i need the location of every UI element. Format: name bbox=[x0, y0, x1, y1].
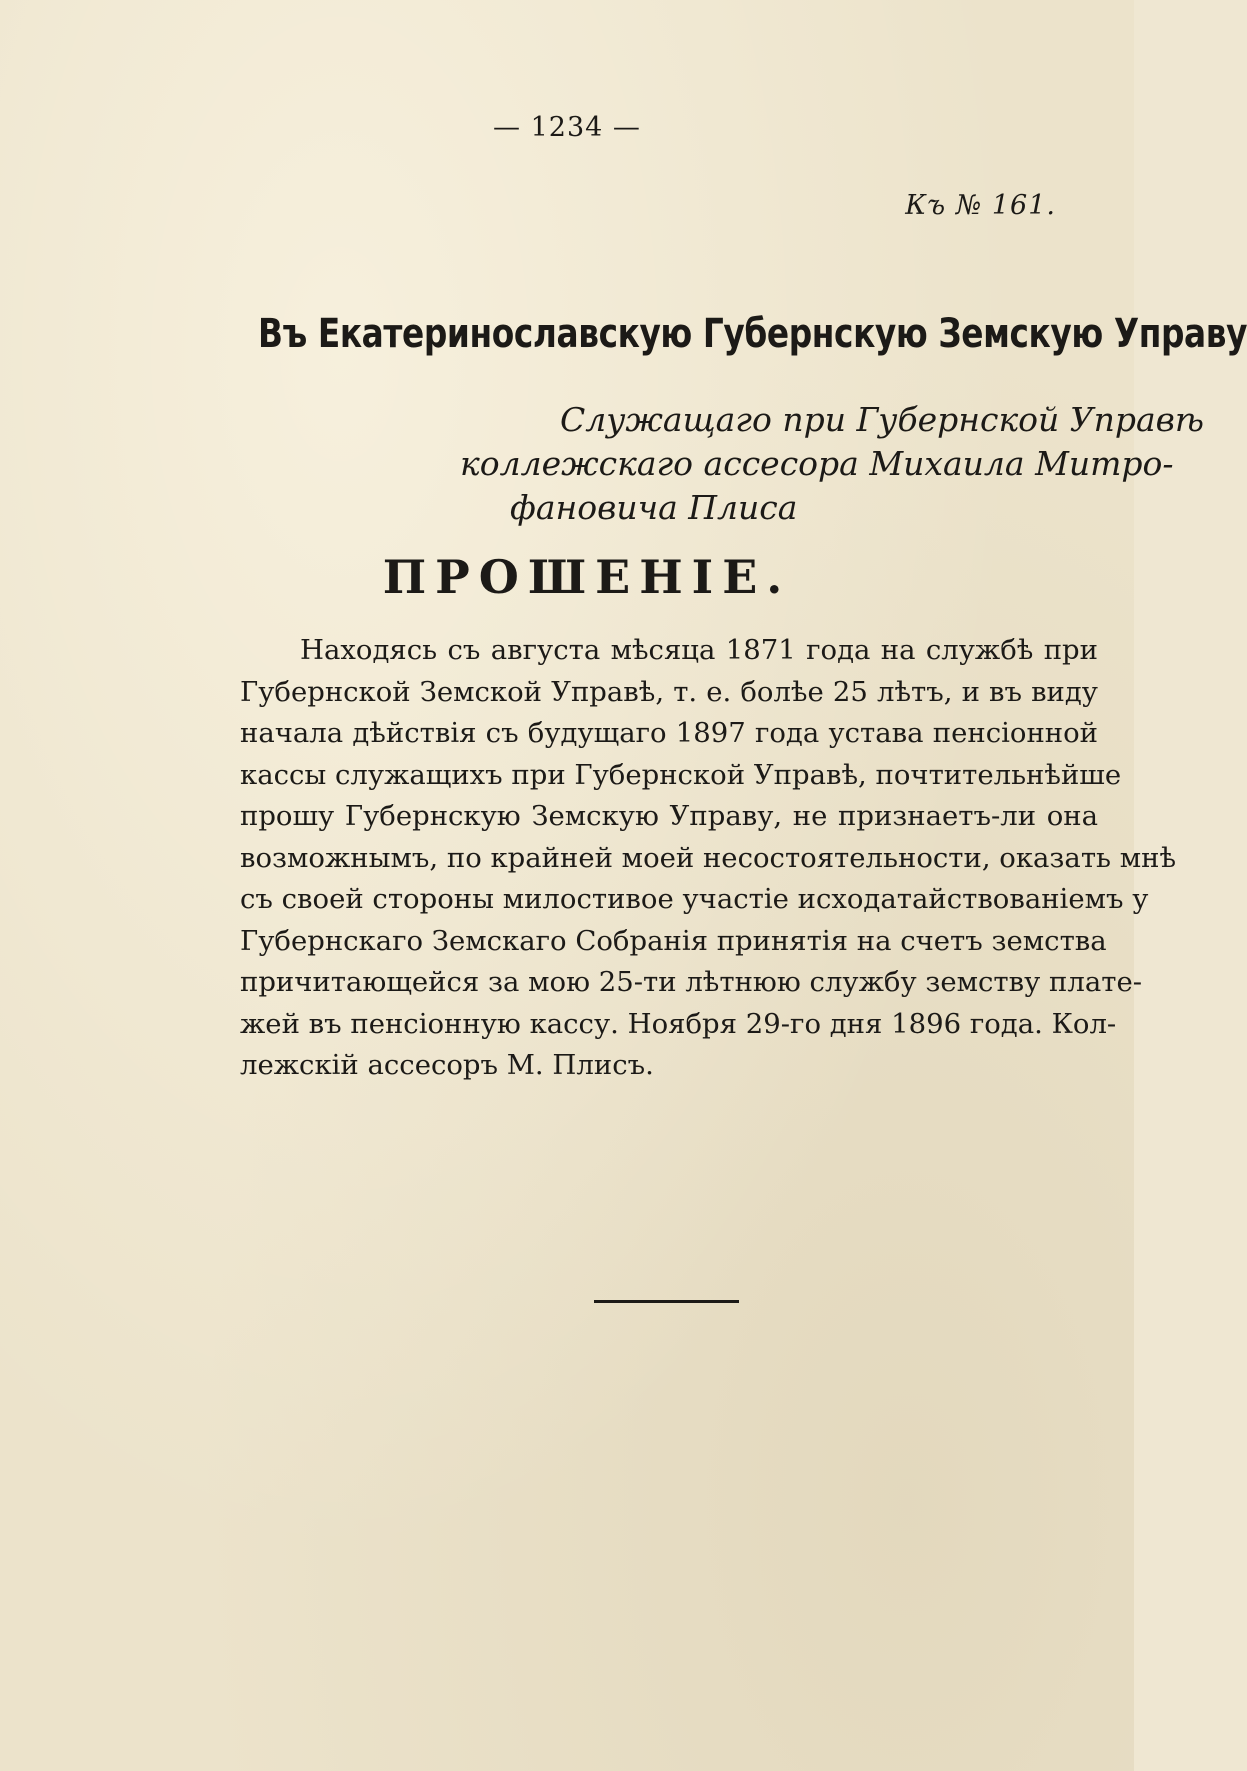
sender-line: коллежскаго ассесора Михаила Митро- bbox=[460, 444, 1174, 483]
sender-line: фановича Плиса bbox=[510, 488, 798, 527]
page-number: — 1234 — bbox=[493, 112, 641, 143]
body-line: кассы служащихъ при Губернской Управѣ, почтительнѣйше bbox=[240, 758, 1122, 791]
body-line: съ своей стороны милостивое участіе исходатайствованіемъ у bbox=[240, 883, 1149, 915]
body-line: Находясь съ августа мѣсяца 1871 года на службѣ при bbox=[300, 634, 1098, 666]
body-line: причитающейся за мою 25-ти лѣтнюю службу земству плате- bbox=[240, 966, 1143, 998]
body-line: Губернской Земской Управѣ, т. е. болѣе 25 лѣтъ, и въ виду bbox=[240, 675, 1098, 708]
closing-rule bbox=[594, 1300, 739, 1303]
body-line: Губернскаго Земскаго Собранія принятія на счетъ земства bbox=[240, 924, 1107, 957]
sender-line: Служащаго при Губернской Управѣ bbox=[560, 400, 1204, 439]
petition-body bbox=[240, 630, 1177, 1087]
body-line: возможнымъ, по крайней моей несостоятельности, оказать мнѣ bbox=[240, 841, 1177, 874]
body-line: лежскій ассесоръ М. Плисъ. bbox=[240, 1049, 654, 1081]
body-line: начала дѣйствія съ будущаго 1897 года устава пенсіонной bbox=[240, 717, 1098, 749]
petition-heading: ПРОШЕНІЕ. bbox=[382, 550, 792, 604]
document-title: Въ Екатеринославскую Губернскую Земскую Управу bbox=[258, 311, 1247, 357]
body-line: прошу Губернскую Земскую Управу, не признаетъ-ли она bbox=[240, 800, 1098, 832]
reference-number: Къ № 161. bbox=[905, 190, 1056, 221]
sender-block bbox=[460, 398, 1204, 530]
body-line: жей въ пенсіонную кассу. Ноября 29-го дня 1896 года. Кол- bbox=[240, 1007, 1117, 1040]
